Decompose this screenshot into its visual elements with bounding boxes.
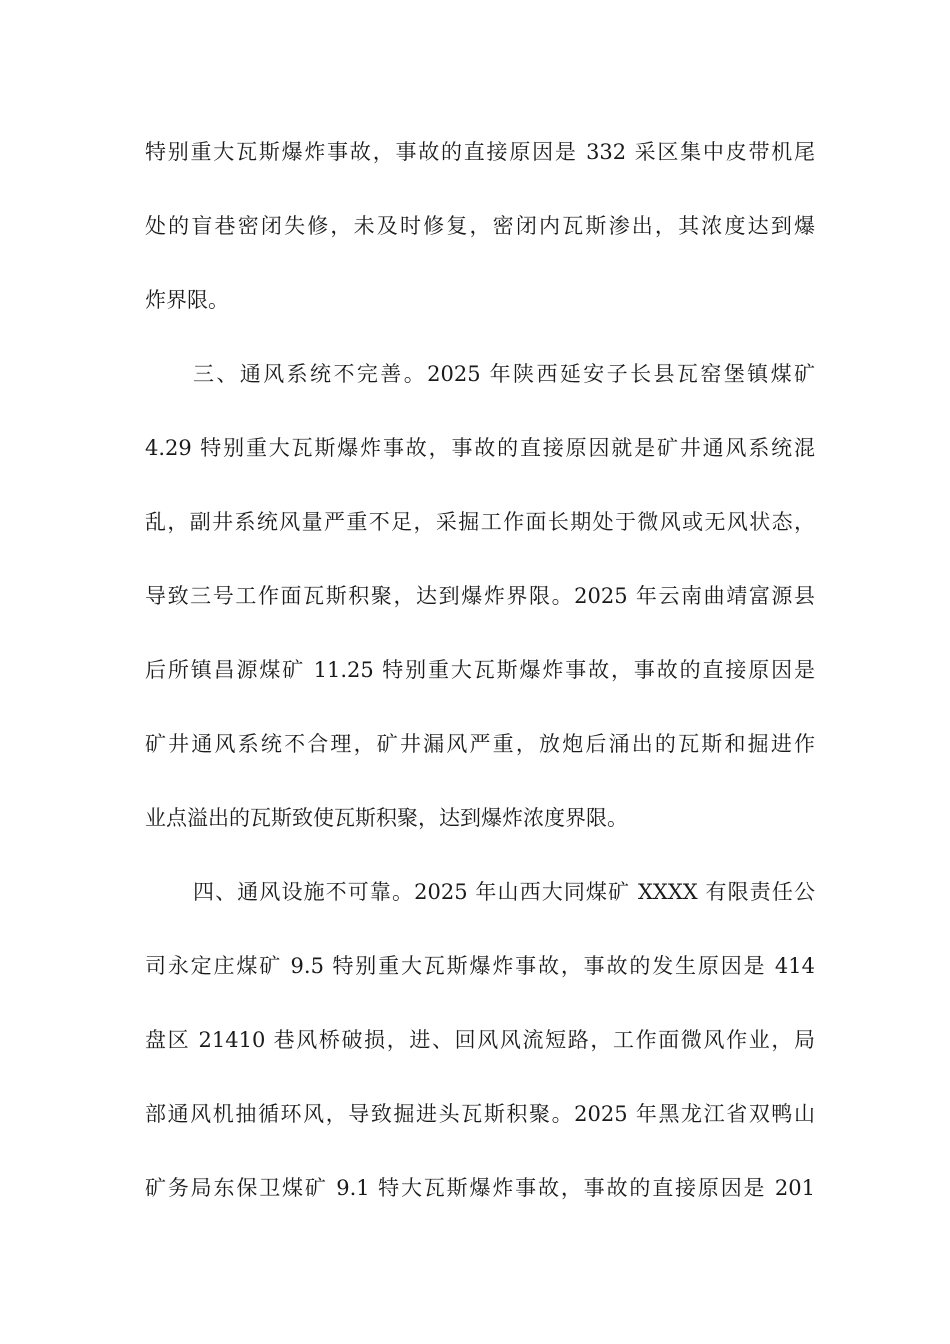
section-four-heading-line: 四、通风设施不可靠。2025 年山西大同煤矿 XXXX 有限责任公	[193, 880, 815, 904]
text-line-8: 后所镇昌源煤矿 11.25 特别重大瓦斯爆炸事故，事故的直接原因是	[145, 658, 815, 682]
text-line-9: 矿井通风系统不合理，矿井漏风严重，放炮后涌出的瓦斯和掘进作	[145, 732, 815, 756]
text-line-2: 处的盲巷密闭失修，未及时修复，密闭内瓦斯渗出，其浓度达到爆	[145, 214, 815, 238]
text-line-6: 乱，副井系统风量严重不足，采掘工作面长期处于微风或无风状态，	[145, 510, 815, 534]
section-three-heading-line: 三、通风系统不完善。2025 年陕西延安子长县瓦窑堡镇煤矿	[193, 362, 815, 386]
text-line-7: 导致三号工作面瓦斯积聚，达到爆炸界限。2025 年云南曲靖富源县	[145, 584, 815, 608]
text-line-1: 特别重大瓦斯爆炸事故，事故的直接原因是 332 采区集中皮带机尾	[145, 140, 815, 164]
text-line-10: 业点溢出的瓦斯致使瓦斯积聚，达到爆炸浓度界限。	[145, 806, 628, 830]
text-line-3: 炸界限。	[145, 288, 229, 312]
text-line-15: 矿务局东保卫煤矿 9.1 特大瓦斯爆炸事故，事故的直接原因是 201	[145, 1176, 815, 1200]
text-line-5: 4.29 特别重大瓦斯爆炸事故，事故的直接原因就是矿井通风系统混	[145, 436, 815, 460]
text-line-12: 司永定庄煤矿 9.5 特别重大瓦斯爆炸事故，事故的发生原因是 414	[145, 954, 815, 978]
text-line-14: 部通风机抽循环风，导致掘进头瓦斯积聚。2025 年黑龙江省双鸭山	[145, 1102, 815, 1126]
text-line-13: 盘区 21410 巷风桥破损，进、回风风流短路，工作面微风作业，局	[145, 1028, 815, 1052]
